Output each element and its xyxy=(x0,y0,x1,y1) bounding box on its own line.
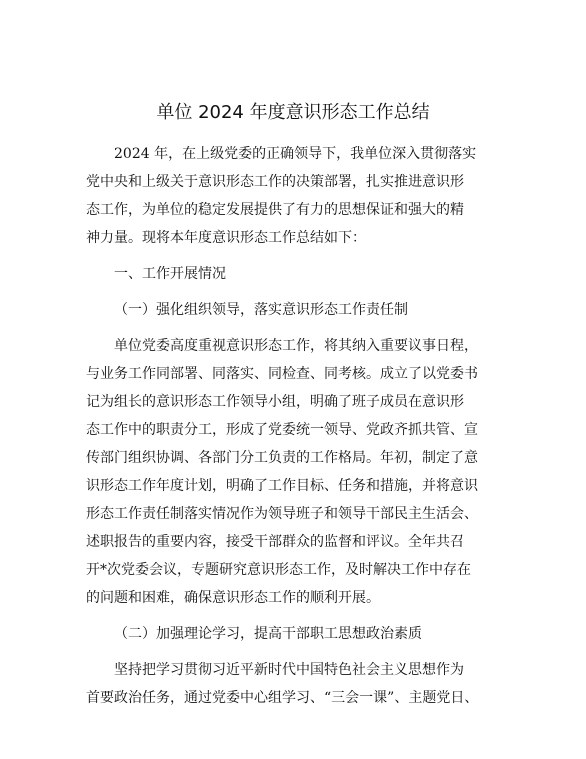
intro-paragraph xyxy=(86,140,500,252)
subsection-heading: （一）强化组织领导，落实意识形态工作责任制 xyxy=(114,302,408,318)
document-title: 单位 2024 年度意识形态工作总结 xyxy=(156,102,430,123)
intro-line: 2024 年，在上级党委的正确领导下，我单位深入贯彻落实 xyxy=(114,146,477,162)
subsection-heading: （二）加强理论学习，提高干部职工思想政治素质 xyxy=(114,626,422,642)
intro-line: 态工作，为单位的稳定发展提供了有力的思想保证和强大的精 xyxy=(86,202,464,218)
paragraph-line: 记为组长的意识形态工作领导小组，明确了班子成员在意识形 xyxy=(86,394,464,410)
paragraph-line: 的问题和困难，确保意识形态工作的顺利开展。 xyxy=(86,590,380,606)
subsection-2-paragraph xyxy=(86,656,500,712)
paragraph-line: 单位党委高度重视意识形态工作，将其纳入重要议事日程， xyxy=(114,338,478,354)
section-heading: 一、工作开展情况 xyxy=(114,266,226,282)
paragraph-line: 述职报告的重要内容，接受干部群众的监督和评议。全年共召 xyxy=(86,534,464,550)
subsection-1-paragraph xyxy=(86,332,500,612)
paragraph-line: 态工作中的职责分工，形成了党委统一领导、党政齐抓共管、宣 xyxy=(86,422,478,438)
paragraph-line: 首要政治任务，通过党委中心组学习、“三会一课”、主题党日、 xyxy=(86,690,479,706)
document-body xyxy=(86,140,500,712)
paragraph-line: 传部门组织协调、各部门分工负责的工作格局。年初，制定了意 xyxy=(86,450,478,466)
paragraph-line: 与业务工作同部署、同落实、同检查、同考核。成立了以党委书 xyxy=(86,366,478,382)
paragraph-line: 坚持把学习贯彻习近平新时代中国特色社会主义思想作为 xyxy=(114,662,464,678)
paragraph-line: 识形态工作年度计划，明确了工作目标、任务和措施，并将意识 xyxy=(86,478,478,494)
paragraph-line: 形态工作责任制落实情况作为领导班子和领导干部民主生活会、 xyxy=(86,506,478,522)
paragraph-line: 开*次党委会议，专题研究意识形态工作，及时解决工作中存在 xyxy=(86,562,471,578)
intro-line: 党中央和上级关于意识形态工作的决策部署，扎实推进意识形 xyxy=(86,174,464,190)
intro-line: 神力量。现将本年度意识形态工作总结如下： xyxy=(86,230,366,246)
